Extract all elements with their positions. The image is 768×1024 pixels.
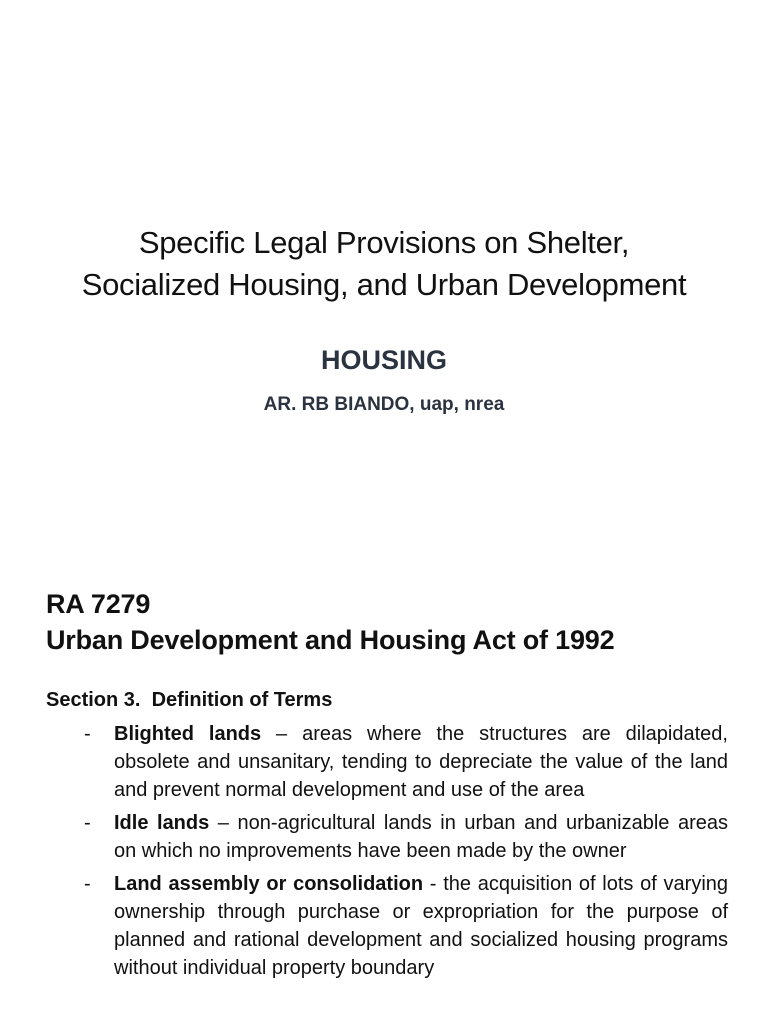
act-name: Urban Development and Housing Act of 1992 [46, 625, 615, 655]
definition-separator: – [209, 812, 238, 834]
act-heading [46, 586, 746, 658]
definition-text: the acquisition of lots of varying ownership through purchase or expropriation for the purpose of planned and rational development and socialized housing programs without individual property boundary [114, 873, 729, 979]
slide-subtitle: HOUSING [320, 345, 447, 375]
slide-title-line-1: Specific Legal Provisions on Shelter, [138, 225, 630, 260]
definition-term: Land assembly or consolidation [114, 873, 424, 895]
definition-term: Idle lands [114, 812, 210, 834]
definition-term: Blighted lands [114, 723, 262, 745]
list-bullet: - [84, 873, 91, 895]
definition-separator: - [423, 873, 444, 895]
definition-item [84, 870, 728, 982]
list-bullet: - [84, 723, 91, 745]
list-bullet: - [84, 812, 91, 834]
act-number: RA 7279 [46, 589, 151, 619]
slide-title-line-2: Socialized Housing, and Urban Development [81, 267, 687, 302]
definition-text: areas where the structures are dilapidated, obsolete and unsanitary, tending to depreciate the value of the land and prevent normal development and use of the area [114, 723, 728, 801]
definition-text: non-agricultural lands in urban and urbanizable areas on which no improvements have been made by the owner [114, 812, 728, 862]
definition-item [84, 809, 728, 865]
slide-title [0, 222, 768, 306]
definitions-list [84, 720, 728, 987]
definition-item [84, 720, 728, 804]
section-title: Section 3. Definition of Terms [46, 689, 333, 711]
definition-separator: – [261, 723, 303, 745]
slide-author: AR. RB BIANDO, uap, nrea [263, 394, 505, 415]
